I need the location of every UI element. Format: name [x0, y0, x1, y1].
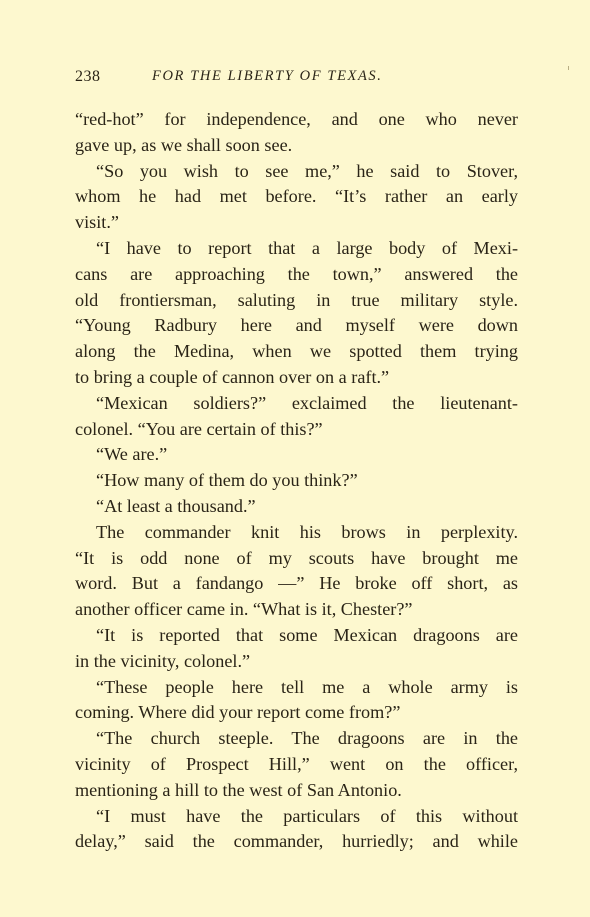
text-line: another officer came in. “What is it, Chester?”	[75, 599, 413, 620]
text-line: “At least a thousand.”	[96, 495, 256, 516]
text-line: old frontiersman, saluting in true military style.	[75, 289, 518, 310]
text-line: coming. Where did your report come from?”	[75, 702, 401, 723]
text-line: to bring a couple of cannon over on a raft.”	[75, 366, 390, 387]
text-line: along the Medina, when we spotted them trying	[75, 341, 518, 362]
text-line: “red-hot” for independence, and one who never	[75, 109, 518, 129]
text-line: “We are.”	[96, 444, 168, 465]
text-line: colonel. “You are certain of this?”	[75, 418, 323, 439]
page-number: 238	[75, 68, 101, 85]
text-line: vicinity of Prospect Hill,” went on the officer,	[75, 753, 518, 774]
text-line: “Mexican soldiers?” exclaimed the lieutenant-	[96, 392, 518, 413]
text-line: mentioning a hill to the west of San Antonio.	[75, 779, 402, 800]
book-title: FOR THE LIBERTY OF TEXAS.	[152, 68, 383, 84]
text-line: whom he had met before. “It’s rather an early	[75, 186, 518, 207]
paper-speck	[568, 66, 569, 70]
text-line: “It is reported that some Mexican dragoons are	[96, 624, 518, 645]
text-line: “How many of them do you think?”	[96, 470, 358, 491]
text-line: cans are approaching the town,” answered the	[75, 263, 518, 284]
text-line: “The church steeple. The dragoons are in the	[96, 728, 518, 749]
running-head	[75, 68, 520, 92]
text-line: in the vicinity, colonel.”	[75, 650, 251, 671]
body-text	[75, 107, 518, 855]
text-line: delay,” said the commander, hurriedly; and while	[75, 831, 518, 852]
text-line: “I have to report that a large body of Mexi-	[96, 237, 518, 258]
text-line: word. But a fandango —” He broke off short, as	[75, 573, 518, 594]
text-line: “It is odd none of my scouts have brought me	[75, 547, 518, 568]
text-line: “These people here tell me a whole army is	[96, 676, 518, 697]
text-line: “Young Radbury here and myself were down	[75, 315, 518, 336]
text-line: visit.”	[75, 212, 119, 233]
text-line: “I must have the particulars of this without	[96, 805, 518, 826]
text-line: The commander knit his brows in perplexity.	[96, 521, 518, 542]
text-line: gave up, as we shall soon see.	[75, 134, 293, 155]
text-line: “So you wish to see me,” he said to Stover,	[96, 160, 518, 181]
